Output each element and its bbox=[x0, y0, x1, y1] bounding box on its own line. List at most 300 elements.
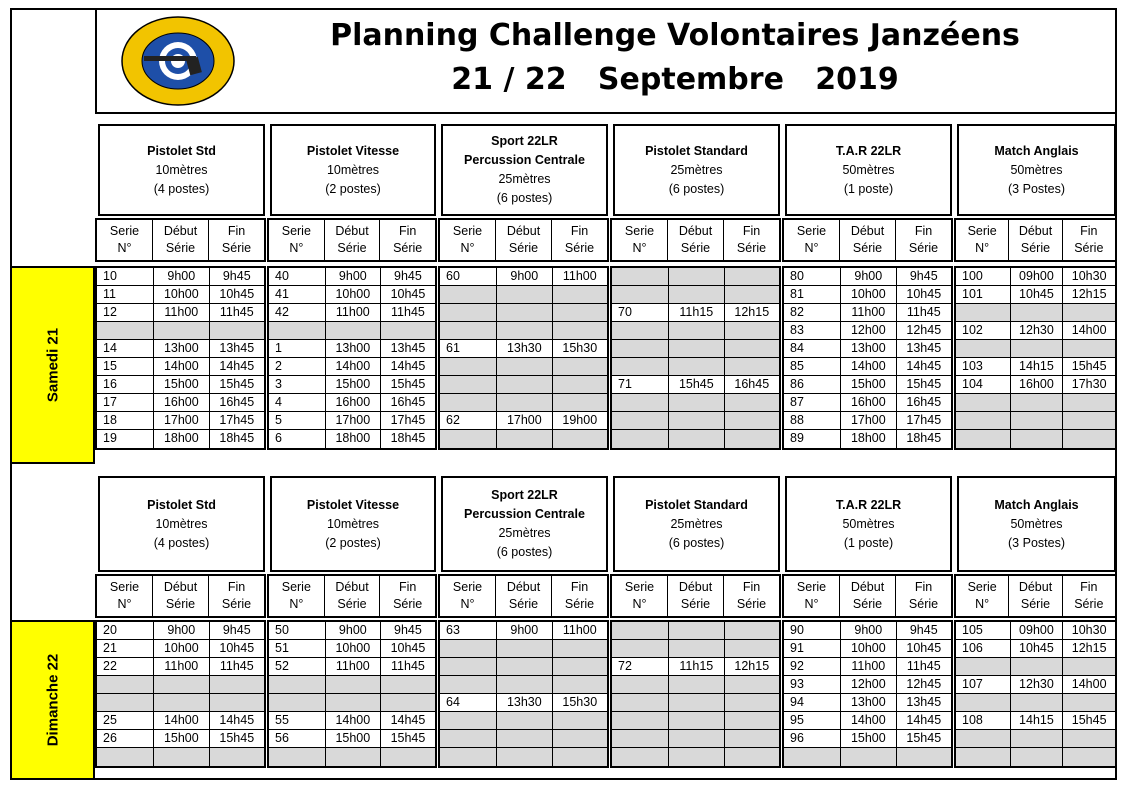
serie-number bbox=[269, 694, 326, 711]
start-time: 10h00 bbox=[154, 286, 209, 303]
table-row bbox=[440, 376, 607, 394]
serie-number bbox=[440, 358, 497, 375]
table-row bbox=[612, 748, 779, 766]
column-header-text: Serie bbox=[624, 224, 655, 238]
start-time bbox=[497, 730, 552, 747]
serie-number: 62 bbox=[440, 412, 497, 429]
end-time: 9h45 bbox=[394, 269, 422, 283]
serie-number: 60 bbox=[440, 268, 497, 285]
end-time bbox=[1063, 394, 1115, 411]
start-time: 11h00 bbox=[841, 658, 896, 675]
start-time: 9h00 bbox=[497, 268, 552, 285]
table-row bbox=[440, 412, 607, 430]
start-time: 15h00 bbox=[326, 730, 381, 747]
serie-number: 85 bbox=[784, 358, 841, 375]
start-time: 9h00 bbox=[497, 622, 552, 639]
schedule-grid bbox=[267, 266, 437, 450]
start-time: 11h00 bbox=[154, 304, 209, 321]
column-header-text: N° bbox=[117, 241, 132, 255]
end-time: 15h45 bbox=[906, 731, 942, 745]
start-time: 11h00 bbox=[326, 304, 381, 321]
serie-number: 84 bbox=[784, 340, 841, 357]
serie-number: 40 bbox=[269, 268, 326, 285]
column-header bbox=[440, 220, 496, 260]
table-row bbox=[956, 430, 1115, 448]
serie-number: 55 bbox=[269, 712, 326, 729]
start-time bbox=[1011, 412, 1064, 429]
table-row bbox=[784, 394, 951, 412]
start-time bbox=[841, 748, 896, 766]
column-header-text: Début bbox=[163, 224, 198, 238]
start-time: 10h00 bbox=[841, 286, 896, 303]
start-time: 15h45 bbox=[669, 376, 724, 393]
end-time: 10h45 bbox=[390, 641, 426, 655]
column-header bbox=[380, 220, 435, 260]
serie-number bbox=[440, 304, 497, 321]
serie-number: 88 bbox=[784, 412, 841, 429]
start-time bbox=[154, 694, 209, 711]
start-time bbox=[669, 694, 724, 711]
end-time: 12h45 bbox=[906, 677, 942, 691]
table-row bbox=[269, 358, 435, 376]
start-time bbox=[154, 676, 209, 693]
table-row bbox=[269, 748, 435, 766]
serie-number bbox=[612, 694, 669, 711]
schedule-grid bbox=[782, 620, 953, 768]
start-time bbox=[497, 358, 552, 375]
serie-number bbox=[956, 730, 1011, 747]
end-time bbox=[725, 430, 779, 448]
table-row bbox=[269, 730, 435, 748]
column-header-text: Serie bbox=[967, 580, 997, 594]
table-row bbox=[97, 412, 264, 430]
end-time: 12h45 bbox=[906, 323, 942, 337]
serie-number bbox=[612, 340, 669, 357]
table-row bbox=[612, 730, 779, 748]
column-header-text: Début bbox=[678, 580, 713, 594]
end-time: 11h45 bbox=[391, 305, 425, 319]
discipline-name: Pistolet Std bbox=[147, 143, 216, 158]
column-headers bbox=[610, 574, 781, 618]
serie-number bbox=[440, 712, 497, 729]
column-header-text: Série bbox=[508, 597, 539, 611]
discipline-header bbox=[785, 476, 952, 572]
start-time: 13h00 bbox=[154, 340, 209, 357]
discipline-name-2: Percussion Centrale bbox=[464, 507, 585, 521]
discipline-name: Pistolet Vitesse bbox=[306, 497, 400, 512]
start-time: 16h00 bbox=[841, 394, 896, 411]
serie-number bbox=[956, 748, 1011, 766]
table-row bbox=[612, 430, 779, 448]
column-header-text: Série bbox=[680, 597, 711, 611]
start-time: 12h00 bbox=[841, 676, 896, 693]
discipline-name: Pistolet Vitesse bbox=[306, 143, 400, 158]
start-time: 15h00 bbox=[841, 376, 896, 393]
serie-number: 86 bbox=[784, 376, 841, 393]
serie-number: 94 bbox=[784, 694, 841, 711]
table-row bbox=[784, 640, 951, 658]
end-time bbox=[725, 712, 779, 729]
column-header-text: Série bbox=[337, 597, 367, 611]
schedule-grid bbox=[954, 266, 1117, 450]
serie-number: 5 bbox=[269, 412, 326, 429]
start-time bbox=[326, 694, 381, 711]
column-headers bbox=[954, 574, 1117, 618]
table-row bbox=[612, 658, 779, 676]
column-header bbox=[209, 220, 264, 260]
serie-number: 2 bbox=[269, 358, 326, 375]
table-row bbox=[269, 622, 435, 640]
serie-number bbox=[440, 676, 497, 693]
serie-number: 4 bbox=[269, 394, 326, 411]
start-time bbox=[669, 394, 724, 411]
start-time bbox=[1011, 394, 1064, 411]
column-header-text: Début bbox=[850, 580, 885, 594]
table-row bbox=[612, 268, 779, 286]
table-row bbox=[956, 622, 1115, 640]
serie-number bbox=[97, 322, 154, 339]
table-row bbox=[269, 268, 435, 286]
column-header-text: Série bbox=[736, 597, 767, 611]
discipline-header bbox=[613, 476, 780, 572]
end-time: 12h15 bbox=[734, 659, 770, 673]
start-time bbox=[669, 676, 724, 693]
serie-number: 12 bbox=[97, 304, 154, 321]
end-time: 17h45 bbox=[906, 413, 942, 427]
serie-number: 101 bbox=[956, 286, 1011, 303]
table-row bbox=[784, 658, 951, 676]
end-time bbox=[897, 748, 951, 766]
discipline-header bbox=[270, 124, 436, 216]
serie-number bbox=[440, 640, 497, 657]
serie-number bbox=[956, 658, 1011, 675]
discipline-posts: (1 poste) bbox=[843, 181, 894, 196]
end-time bbox=[725, 676, 779, 693]
end-time: 17h45 bbox=[390, 413, 426, 427]
column-header-text: Série bbox=[1074, 597, 1104, 611]
column-header bbox=[496, 576, 552, 616]
serie-number: 71 bbox=[612, 376, 669, 393]
schedule-grid bbox=[438, 620, 609, 768]
serie-number: 96 bbox=[784, 730, 841, 747]
start-time: 12h30 bbox=[1011, 322, 1064, 339]
column-header bbox=[1009, 576, 1062, 616]
column-header-text: N° bbox=[632, 241, 647, 255]
serie-number bbox=[440, 376, 497, 393]
column-header-text: Fin bbox=[1080, 224, 1098, 238]
table-row bbox=[97, 322, 264, 340]
table-row bbox=[97, 748, 264, 766]
column-header-text: Serie bbox=[281, 580, 311, 594]
table-row bbox=[269, 676, 435, 694]
start-time: 15h00 bbox=[841, 730, 896, 747]
column-header bbox=[97, 576, 153, 616]
table-row bbox=[97, 676, 264, 694]
serie-number: 80 bbox=[784, 268, 841, 285]
start-time: 18h00 bbox=[841, 430, 896, 448]
table-row bbox=[97, 658, 264, 676]
start-time: 11h15 bbox=[669, 304, 724, 321]
end-time bbox=[553, 712, 607, 729]
discipline-posts: (6 postes) bbox=[668, 181, 725, 196]
discipline-name: T.A.R 22LR bbox=[835, 143, 902, 158]
end-time bbox=[725, 358, 779, 375]
day-label: Dimanche 22 bbox=[44, 653, 61, 747]
end-time: 13h45 bbox=[906, 695, 942, 709]
serie-number: 63 bbox=[440, 622, 497, 639]
end-time: 9h45 bbox=[909, 269, 938, 283]
column-header-text: Série bbox=[852, 241, 883, 255]
title-line-2: 21 / 22 Septembre 2019 bbox=[451, 62, 899, 97]
end-time bbox=[1063, 340, 1115, 357]
serie-number bbox=[612, 748, 669, 766]
start-time bbox=[497, 676, 552, 693]
table-row bbox=[784, 322, 951, 340]
discipline-distance: 25mètres bbox=[498, 526, 551, 540]
serie-number bbox=[956, 394, 1011, 411]
table-row bbox=[784, 676, 951, 694]
discipline-distance: 10mètres bbox=[326, 516, 380, 531]
end-time bbox=[210, 748, 264, 766]
column-header-text: Début bbox=[506, 224, 541, 238]
start-time: 14h00 bbox=[841, 358, 896, 375]
end-time: 18h45 bbox=[219, 431, 255, 445]
table-row bbox=[612, 376, 779, 394]
table-row bbox=[440, 748, 607, 766]
serie-number: 42 bbox=[269, 304, 326, 321]
start-time bbox=[326, 676, 381, 693]
discipline-name: Sport 22LR bbox=[491, 134, 558, 148]
column-header bbox=[97, 220, 153, 260]
serie-number bbox=[612, 430, 669, 448]
discipline-distance: 25mètres bbox=[670, 162, 723, 177]
discipline-distance: 10mètres bbox=[155, 516, 208, 531]
start-time bbox=[1011, 694, 1064, 711]
serie-number bbox=[612, 322, 669, 339]
discipline-name: Match Anglais bbox=[994, 143, 1079, 158]
start-time bbox=[669, 712, 724, 729]
start-time: 14h15 bbox=[1011, 358, 1064, 375]
column-headers bbox=[782, 574, 953, 618]
start-time: 18h00 bbox=[326, 430, 381, 448]
column-header-text: Fin bbox=[1080, 580, 1098, 594]
serie-number bbox=[97, 694, 154, 711]
column-header bbox=[269, 576, 325, 616]
end-time bbox=[1063, 304, 1115, 321]
serie-number: 91 bbox=[784, 640, 841, 657]
serie-number: 16 bbox=[97, 376, 154, 393]
start-time bbox=[669, 268, 724, 285]
column-header-text: Début bbox=[678, 224, 713, 238]
end-time: 13h45 bbox=[390, 341, 426, 355]
schedule-grid bbox=[95, 620, 266, 768]
schedule-grid bbox=[782, 266, 953, 450]
serie-number: 87 bbox=[784, 394, 841, 411]
table-row bbox=[784, 286, 951, 304]
column-header-text: Fin bbox=[227, 224, 246, 238]
serie-number: 18 bbox=[97, 412, 154, 429]
table-row bbox=[97, 394, 264, 412]
table-row bbox=[784, 340, 951, 358]
start-time bbox=[1011, 658, 1064, 675]
column-header-text: Serie bbox=[796, 224, 827, 238]
end-time: 12h15 bbox=[1071, 287, 1107, 301]
column-header-text: Début bbox=[335, 224, 369, 238]
table-row bbox=[269, 286, 435, 304]
discipline-name: Pistolet Standard bbox=[645, 497, 748, 512]
start-time bbox=[1011, 304, 1064, 321]
start-time bbox=[497, 304, 552, 321]
table-row bbox=[269, 640, 435, 658]
table-row bbox=[97, 268, 264, 286]
table-row bbox=[784, 748, 951, 766]
end-time bbox=[553, 322, 607, 339]
table-row bbox=[956, 640, 1115, 658]
table-row bbox=[440, 694, 607, 712]
table-row bbox=[956, 358, 1115, 376]
start-time bbox=[497, 430, 552, 448]
end-time: 11h45 bbox=[906, 305, 941, 319]
page-title bbox=[240, 14, 1110, 102]
column-header-text: Série bbox=[680, 241, 711, 255]
serie-number bbox=[269, 748, 326, 766]
column-header bbox=[325, 576, 381, 616]
column-header-text: N° bbox=[975, 597, 990, 611]
start-time bbox=[497, 712, 552, 729]
column-header-text: N° bbox=[975, 241, 990, 255]
table-row bbox=[440, 268, 607, 286]
table-row bbox=[440, 340, 607, 358]
end-time: 15h45 bbox=[219, 377, 255, 391]
discipline-name: Pistolet Standard bbox=[645, 143, 748, 158]
start-time: 12h30 bbox=[1011, 676, 1064, 693]
table-row bbox=[784, 304, 951, 322]
column-header bbox=[496, 220, 552, 260]
serie-number bbox=[612, 676, 669, 693]
column-header-text: Serie bbox=[109, 580, 140, 594]
table-row bbox=[956, 394, 1115, 412]
column-header bbox=[1063, 220, 1115, 260]
table-row bbox=[784, 712, 951, 730]
discipline-name: Sport 22LR bbox=[491, 488, 558, 502]
end-time: 15h45 bbox=[1071, 713, 1107, 727]
table-row bbox=[956, 340, 1115, 358]
start-time: 17h00 bbox=[841, 412, 896, 429]
table-row bbox=[612, 394, 779, 412]
start-time: 12h00 bbox=[841, 322, 896, 339]
start-time bbox=[669, 622, 724, 639]
serie-number: 89 bbox=[784, 430, 841, 448]
serie-number: 14 bbox=[97, 340, 154, 357]
table-row bbox=[97, 340, 264, 358]
table-row bbox=[612, 640, 779, 658]
serie-number bbox=[440, 430, 497, 448]
start-time: 9h00 bbox=[326, 622, 381, 639]
discipline-distance: 50mètres bbox=[1010, 516, 1063, 531]
start-time bbox=[669, 730, 724, 747]
column-header-text: Série bbox=[852, 597, 883, 611]
end-time: 14h45 bbox=[390, 713, 426, 727]
end-time: 18h45 bbox=[906, 431, 942, 445]
start-time: 9h00 bbox=[326, 268, 381, 285]
column-header-text: Série bbox=[908, 597, 939, 611]
end-time: 14h45 bbox=[390, 359, 426, 373]
start-time bbox=[1011, 748, 1064, 766]
column-header bbox=[956, 576, 1009, 616]
end-time: 10h45 bbox=[906, 641, 942, 655]
start-time: 10h45 bbox=[1011, 640, 1064, 657]
end-time bbox=[553, 430, 607, 448]
column-header bbox=[896, 576, 951, 616]
end-time bbox=[553, 394, 607, 411]
table-row bbox=[956, 712, 1115, 730]
serie-number: 83 bbox=[784, 322, 841, 339]
end-time: 17h45 bbox=[219, 413, 255, 427]
table-row bbox=[269, 694, 435, 712]
column-header-text: Serie bbox=[109, 224, 140, 238]
column-header-text: Fin bbox=[570, 224, 589, 238]
table-row bbox=[612, 694, 779, 712]
serie-number: 10 bbox=[97, 268, 154, 285]
end-time: 16h45 bbox=[906, 395, 942, 409]
start-time bbox=[669, 358, 724, 375]
serie-number: 105 bbox=[956, 622, 1011, 639]
column-header bbox=[380, 576, 435, 616]
start-time bbox=[669, 640, 724, 657]
serie-number: 72 bbox=[612, 658, 669, 675]
serie-number: 50 bbox=[269, 622, 326, 639]
end-time: 9h45 bbox=[394, 623, 422, 637]
serie-number: 106 bbox=[956, 640, 1011, 657]
discipline-header bbox=[957, 476, 1116, 572]
start-time: 13h00 bbox=[841, 694, 896, 711]
table-row bbox=[97, 304, 264, 322]
table-row bbox=[956, 286, 1115, 304]
start-time: 17h00 bbox=[497, 412, 552, 429]
end-time bbox=[725, 340, 779, 357]
serie-number bbox=[269, 322, 326, 339]
column-header bbox=[668, 576, 724, 616]
start-time bbox=[497, 748, 552, 766]
table-row bbox=[956, 694, 1115, 712]
column-header-text: Serie bbox=[452, 580, 483, 594]
start-time bbox=[326, 748, 381, 766]
table-row bbox=[956, 412, 1115, 430]
serie-number bbox=[269, 676, 326, 693]
end-time: 9h45 bbox=[909, 623, 938, 637]
serie-number: 107 bbox=[956, 676, 1011, 693]
serie-number: 104 bbox=[956, 376, 1011, 393]
end-time: 11h45 bbox=[219, 659, 254, 673]
discipline-header bbox=[785, 124, 952, 216]
end-time bbox=[381, 676, 435, 693]
column-header-text: Série bbox=[221, 241, 252, 255]
start-time: 09h00 bbox=[1011, 268, 1064, 285]
start-time: 9h00 bbox=[154, 622, 209, 639]
serie-number: 81 bbox=[784, 286, 841, 303]
end-time: 14h45 bbox=[906, 359, 942, 373]
serie-number bbox=[97, 748, 154, 766]
start-time: 10h00 bbox=[326, 286, 381, 303]
end-time bbox=[381, 694, 435, 711]
table-row bbox=[956, 268, 1115, 286]
column-header-text: Série bbox=[1074, 241, 1104, 255]
column-header bbox=[1063, 576, 1115, 616]
serie-number bbox=[956, 430, 1011, 448]
column-header bbox=[153, 576, 209, 616]
table-row bbox=[612, 340, 779, 358]
column-header bbox=[440, 576, 496, 616]
